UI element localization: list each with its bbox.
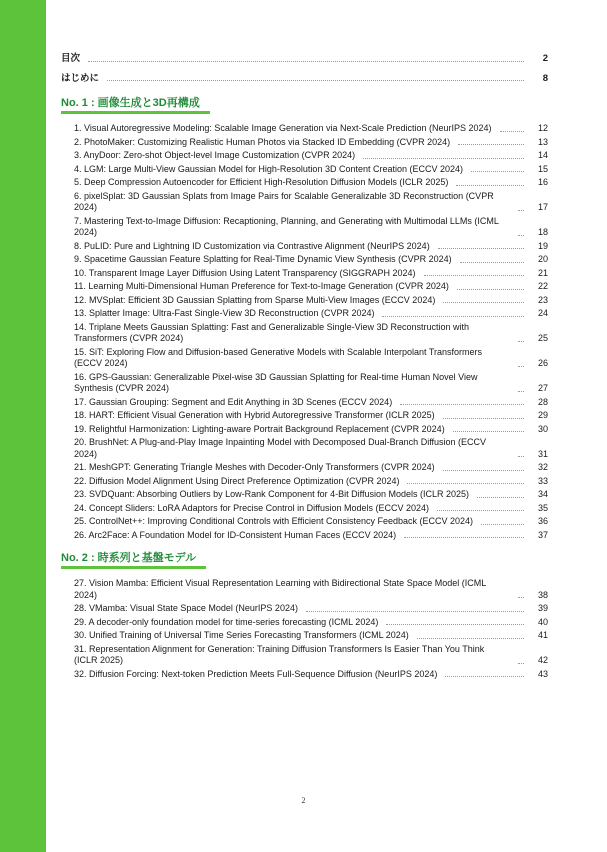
toc-entry-page: 30 (537, 423, 548, 434)
toc-entry[interactable] (61, 164, 548, 176)
toc-entry-text: 30. Unified Training of Universal Time Series Forecasting Transformers (ICML 2024) (74, 630, 409, 640)
toc-entry-text: 5. Deep Compression Autoencoder for Efficient High-Resolution Diffusion Models (ICLR 2025) (74, 177, 449, 187)
toc-entry-text: 23. SVDQuant: Absorbing Outliers by Low-Rank Component for 4-Bit Diffusion Models (ICLR 2025) (74, 489, 470, 499)
toc-entry-text: 15. SiT: Exploring Flow and Diffusion-based Generative Models with Scalable Interpolant Transformers (ECCV 2024) (74, 346, 483, 368)
toc-entry-text: 32. Diffusion Forcing: Next-token Prediction Meets Full-Sequence Diffusion (NeurIPS 2024) (74, 668, 438, 679)
toc-entry-page: 15 (537, 163, 548, 174)
dot-leader (518, 235, 524, 236)
dot-leader (417, 638, 524, 639)
toc-entry-text: 28. VMamba: Visual State Space Model (NeurIPS 2024) (74, 603, 298, 613)
toc-entry-text: 21. MeshGPT: Generating Triangle Meshes with Decoder-Only Transformers (CVPR 2024) (74, 462, 435, 472)
toc-entry-page: 42 (537, 655, 548, 665)
toc-entry-page: 24 (537, 308, 548, 318)
toc-entry[interactable] (61, 617, 548, 629)
toc-entry-page: 8 (542, 72, 548, 84)
dot-leader (443, 418, 524, 419)
dot-leader (518, 663, 524, 664)
section-entries (61, 578, 548, 680)
toc-entry-page: 20 (537, 254, 548, 264)
toc-entry-page: 35 (537, 502, 548, 513)
toc-entry-mokuji[interactable] (61, 53, 548, 65)
toc-entry[interactable] (61, 603, 548, 615)
toc-entry-text: 25. ControlNet++: Improving Conditional Controls with Efficient Consistency Feedback (ECCV 2024) (74, 516, 474, 526)
toc-entry-page: 22 (537, 281, 548, 291)
toc-entry-page: 27 (537, 383, 548, 393)
toc-entry-text: 27. Vision Mamba: Efficient Visual Representation Learning with Bidirectional State Space Model (ICML 2024) (74, 578, 486, 600)
toc-entry-text: 29. A decoder-only foundation model for time-series forecasting (ICML 2024) (74, 616, 379, 627)
dot-leader (456, 185, 524, 186)
toc-entry-page: 40 (537, 616, 548, 627)
table-of-contents (61, 53, 548, 686)
dot-leader (445, 676, 524, 677)
toc-entry[interactable] (61, 295, 548, 307)
dot-leader (437, 510, 524, 511)
dot-leader (453, 431, 524, 432)
dot-leader (477, 497, 524, 498)
toc-entry[interactable] (61, 644, 548, 667)
toc-entry-page: 36 (537, 516, 548, 526)
dot-leader (407, 483, 524, 484)
dot-leader (471, 171, 524, 172)
toc-entry-page: 32 (537, 462, 548, 472)
toc-entry-page: 13 (537, 136, 548, 147)
toc-entry-text: 24. Concept Sliders: LoRA Adaptors for Precise Control in Diffusion Models (ECCV 2024) (74, 502, 430, 513)
toc-entry[interactable] (61, 372, 548, 395)
toc-entry-text: 10. Transparent Image Layer Diffusion Using Latent Transparency (SIGGRAPH 2024) (74, 267, 416, 278)
toc-entry-text: 22. Diffusion Model Alignment Using Direct Preference Optimization (CVPR 2024) (74, 475, 400, 486)
section-1 (61, 92, 548, 541)
section-entries (61, 123, 548, 541)
dot-leader (424, 275, 524, 276)
toc-entry-text: 11. Learning Multi-Dimensional Human Preference for Text-to-Image Generation (CVPR 2024) (74, 281, 449, 291)
toc-entry-page: 18 (537, 227, 548, 237)
dot-leader (518, 597, 524, 598)
dot-leader (88, 61, 524, 62)
toc-entry-text: 14. Triplane Meets Gaussian Splatting: Fast and Generalizable Single-View 3D Reconstruction with Transformers (CVPR 2024) (74, 321, 470, 343)
section-title[interactable]: No. 2 : 時系列と基盤モデル (61, 549, 206, 569)
toc-entry[interactable] (61, 123, 548, 135)
toc-entry[interactable] (61, 630, 548, 642)
toc-entry-page: 2 (542, 53, 548, 64)
toc-entry[interactable] (61, 308, 548, 320)
toc-entry[interactable] (61, 150, 548, 162)
dot-leader (458, 144, 524, 145)
toc-entry-text: 18. HART: Efficient Visual Generation with Hybrid Autoregressive Transformer (ICLR 2025) (74, 410, 435, 420)
toc-entry-page: 31 (537, 448, 548, 459)
toc-entry-page: 34 (537, 489, 548, 499)
toc-entry-text: 13. Splatter Image: Ultra-Fast Single-View 3D Reconstruction (CVPR 2024) (74, 308, 375, 318)
toc-entry-text: 6. pixelSplat: 3D Gaussian Splats from Image Pairs for Scalable Generalizable 3D Reconstruction (CVPR 2024) (74, 190, 494, 212)
toc-entry[interactable] (61, 476, 548, 488)
toc-entry-page: 14 (537, 150, 548, 160)
toc-entry-text: 1. Visual Autoregressive Modeling: Scalable Image Generation via Next-Scale Prediction (NeurIPS 2024) (74, 123, 492, 133)
dot-leader (457, 289, 524, 290)
toc-entry-page: 25 (537, 333, 548, 343)
dot-leader (363, 158, 524, 159)
dot-leader (386, 624, 524, 625)
toc-entry-introduction[interactable] (61, 73, 548, 85)
toc-entry[interactable] (61, 177, 548, 189)
toc-entry[interactable] (61, 530, 548, 542)
toc-entry-text: 20. BrushNet: A Plug-and-Play Image Inpainting Model with Decomposed Dual-Branch Diffusion (ECCV 2024) (74, 437, 487, 459)
dot-leader (518, 391, 524, 392)
toc-entry-page: 19 (537, 240, 548, 251)
toc-entry[interactable] (61, 137, 548, 149)
toc-entry[interactable] (61, 462, 548, 474)
toc-entry-page: 37 (537, 529, 548, 540)
section-title[interactable]: No. 1 : 画像生成と3D再構成 (61, 94, 210, 114)
dot-leader (404, 537, 524, 538)
page-number: 2 (301, 796, 306, 805)
toc-entry[interactable] (61, 281, 548, 293)
toc-entry-text: 目次 (61, 53, 81, 64)
toc-entry-page: 38 (537, 589, 548, 600)
toc-entry[interactable] (61, 503, 548, 515)
toc-entry-text: 26. Arc2Face: A Foundation Model for ID-Consistent Human Faces (ECCV 2024) (74, 529, 397, 540)
toc-entry[interactable] (61, 424, 548, 436)
toc-entry[interactable] (61, 397, 548, 409)
toc-entry-page: 43 (537, 668, 548, 679)
dot-leader (460, 262, 524, 263)
dot-leader (443, 470, 524, 471)
toc-entry-text: 12. MVSplat: Efficient 3D Gaussian Splatting from Sparse Multi-View Images (ECCV 2024) (74, 294, 436, 305)
dot-leader (306, 611, 524, 612)
toc-entry-text: 31. Representation Alignment for Generation: Training Diffusion Transformers Is Easier Than You Think (ICLR 2025) (74, 643, 485, 665)
toc-entry-page: 39 (537, 603, 548, 613)
toc-entry-page: 26 (537, 358, 548, 368)
dot-leader (518, 366, 524, 367)
dot-leader (107, 80, 524, 81)
toc-entry-page: 29 (537, 410, 548, 420)
toc-entry[interactable] (61, 216, 548, 239)
dot-leader (382, 316, 524, 317)
dot-leader (518, 210, 524, 211)
toc-entry-page: 41 (537, 630, 548, 640)
dot-leader (518, 341, 524, 342)
toc-entry[interactable] (61, 347, 548, 370)
toc-entry-page: 23 (537, 294, 548, 305)
dot-leader (438, 248, 524, 249)
toc-entry-text: 7. Mastering Text-to-Image Diffusion: Recaptioning, Planning, and Generating with Multimodal LLMs (ICML 2024) (74, 215, 499, 237)
toc-entry[interactable] (61, 268, 548, 280)
dot-leader (481, 524, 524, 525)
dot-leader (518, 456, 524, 457)
toc-entry-page: 33 (537, 475, 548, 486)
toc-entry[interactable] (61, 578, 548, 601)
toc-entry-text: 9. Spacetime Gaussian Feature Splatting for Real-Time Dynamic View Synthesis (CVPR 2024) (74, 254, 452, 264)
toc-entry-text: はじめに (61, 72, 100, 84)
toc-entry[interactable] (61, 516, 548, 528)
toc-entry-page: 28 (537, 396, 548, 407)
toc-entry-text: 3. AnyDoor: Zero-shot Object-level Image Customization (CVPR 2024) (74, 150, 356, 160)
toc-entry[interactable] (61, 489, 548, 501)
toc-entry[interactable] (61, 241, 548, 253)
dot-leader (400, 404, 524, 405)
toc-entry-text: 19. Relightful Harmonization: Lighting-aware Portrait Background Replacement (CVPR 2024) (74, 423, 445, 434)
toc-entry[interactable] (61, 669, 548, 681)
toc-entry[interactable] (61, 410, 548, 422)
toc-entry-page: 16 (537, 177, 548, 187)
toc-entry-text: 16. GPS-Gaussian: Generalizable Pixel-wise 3D Gaussian Splatting for Real-time Human Novel View Synthesis (CVPR 2024) (74, 371, 478, 393)
toc-entry[interactable] (61, 322, 548, 345)
toc-entry-page: 12 (537, 123, 548, 133)
dot-leader (443, 302, 524, 303)
toc-entry-page: 21 (537, 267, 548, 278)
toc-entry[interactable] (61, 437, 548, 460)
toc-entry[interactable] (61, 191, 548, 214)
section-2 (61, 547, 548, 680)
toc-entry-text: 17. Gaussian Grouping: Segment and Edit Anything in 3D Scenes (ECCV 2024) (74, 396, 393, 407)
green-side-bar (0, 0, 46, 852)
toc-entry-text: 2. PhotoMaker: Customizing Realistic Human Photos via Stacked ID Embedding (CVPR 2024) (74, 136, 451, 147)
toc-entry-text: 4. LGM: Large Multi-View Gaussian Model for High-Resolution 3D Content Creation (ECCV 2024) (74, 163, 464, 174)
toc-entry[interactable] (61, 254, 548, 266)
toc-entry-text: 8. PuLID: Pure and Lightning ID Customization via Contrastive Alignment (NeurIPS 2024) (74, 240, 430, 251)
dot-leader (500, 131, 524, 132)
toc-entry-page: 17 (537, 202, 548, 212)
